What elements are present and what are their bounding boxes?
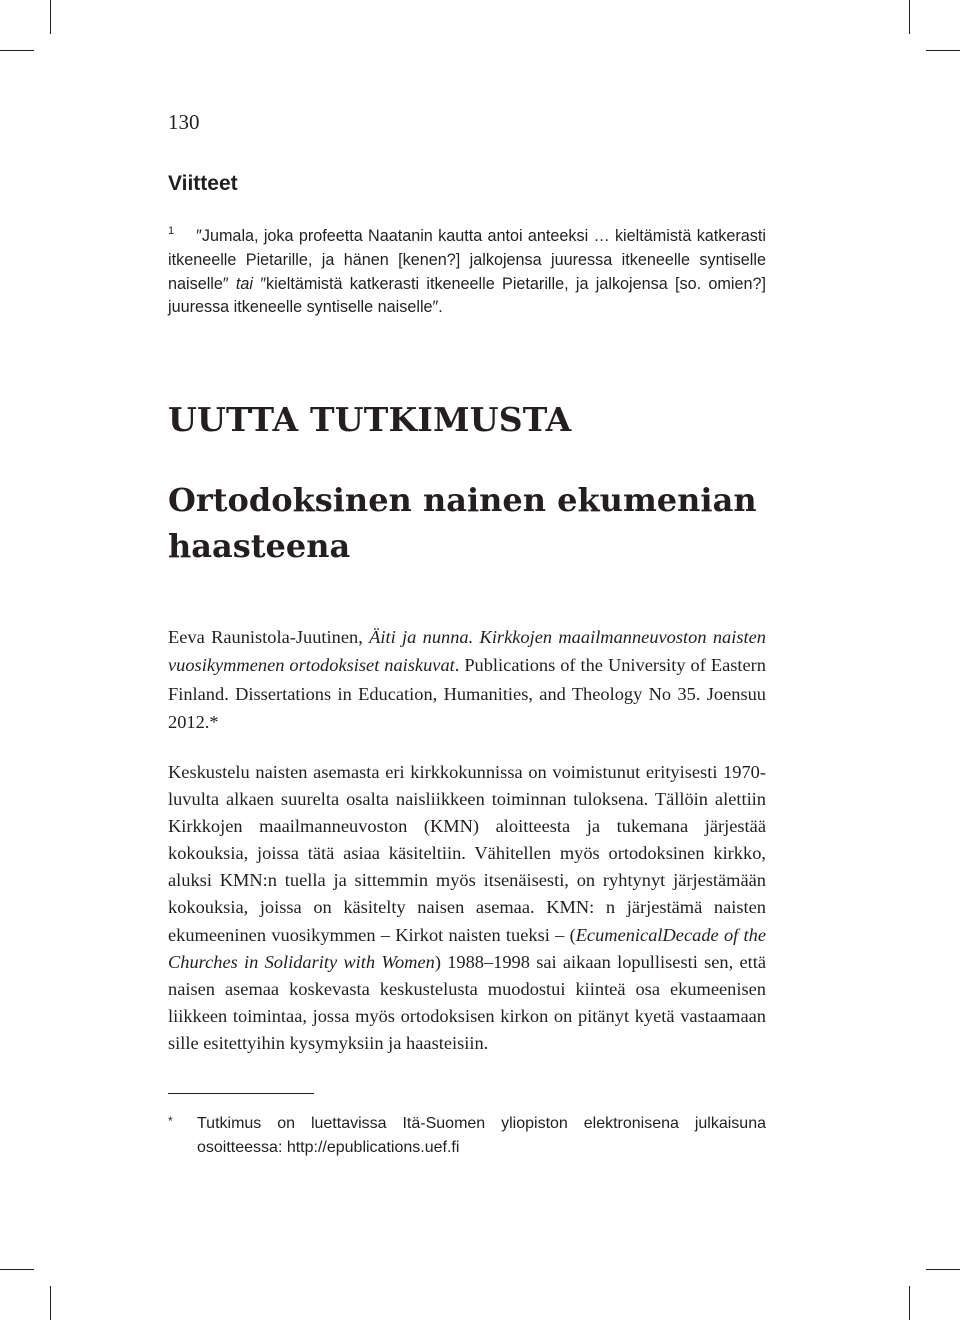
body-paragraph-continued: ) 1988–1998 sai aikaan lopullisesti sen, että naisen asemaa koskevasta keskustelusta muodostui kiinteä osa ekumeenisen liikkeen toimintaa, jossa myös ortodoksisen kirkon on pitänyt kyetä vastaamaan sille esitettyihin kysymyksiin ja haasteisiin. <box>168 951 766 1053</box>
page-number: 130 <box>168 110 200 134</box>
article-body <box>168 759 766 1057</box>
section-title: UUTTA TUTKIMUSTA <box>168 400 572 439</box>
footnote-mark: * <box>168 1114 173 1128</box>
notes-heading: Viitteet <box>168 172 238 195</box>
footnote <box>168 1112 766 1160</box>
article-title: Ortodoksinen nainen ekumenian haasteena <box>168 481 757 565</box>
crop-mark <box>926 50 960 51</box>
crop-mark <box>0 50 34 51</box>
reference-author: Eeva Raunistola-Juutinen, <box>168 627 370 647</box>
endnote-text-continued: ″kieltämistä katkerasti itkeneelle Pietarille, ja jalkojensa [so. omien?] juuressa itkeneelle syntiselle naiselle″. <box>168 274 767 317</box>
crop-mark <box>909 0 910 34</box>
endnote-alt-word: tai <box>235 274 254 293</box>
endnote-text: ″Jumala, joka profeetta Naatanin kautta antoi anteeksi … kieltämistä katkerasti itkeneelle Pietarille, ja hänen [kenen?] jalkojensa juuressa itkeneelle syntiselle naiselle″ <box>168 227 766 293</box>
book-reference <box>168 623 766 737</box>
crop-mark <box>50 0 51 34</box>
crop-mark <box>909 1286 910 1320</box>
endnote-number: 1 <box>168 225 175 237</box>
crop-mark <box>0 1269 34 1270</box>
body-paragraph: Keskustelu naisten asemasta eri kirkkokunnissa on voimistunut erityisesti 1970-luvulta alkaen suurelta osalta naisliikkeen toiminnan tuloksena. Tällöin alettiin Kirkkojen maailmanneuvoston (KMN) aloitteesta ja tukemana järjestää kokouksia, joissa tätä asiaa käsiteltiin. Vähitellen myös ortodoksinen kirkko, aluksi KMN:n tuella ja sittemmin myös itsenäisesti, on ryhtynyt järjestämään kokouksia, joissa on käsitelty naisen asemaa. KMN: n järjestämä naisten ekumeeninen vuosikymmen – Kirkot naisten tueksi – ( <box>168 762 766 945</box>
crop-mark <box>926 1269 960 1270</box>
footnote-text: Tutkimus on luettavissa Itä-Suomen yliopiston elektronisena julkaisuna osoitteessa: http://epublications.uef.fi <box>197 1115 766 1156</box>
crop-mark <box>50 1286 51 1320</box>
reference-publication: . Publications of the University of Eastern Finland. Dissertations in Education, Humanities, and Theology No 35. Joensuu 2012.* <box>168 655 766 733</box>
reference-book-title: Äiti ja nunna. Kirkkojen maailmanneuvoston naisten vuosikymmenen ortodoksiset naiskuvat <box>168 627 766 676</box>
footnote-rule <box>168 1093 314 1094</box>
endnote <box>168 220 766 320</box>
body-italic-title: EcumenicalDecade of the Churches in Solidarity with Women <box>168 924 766 972</box>
